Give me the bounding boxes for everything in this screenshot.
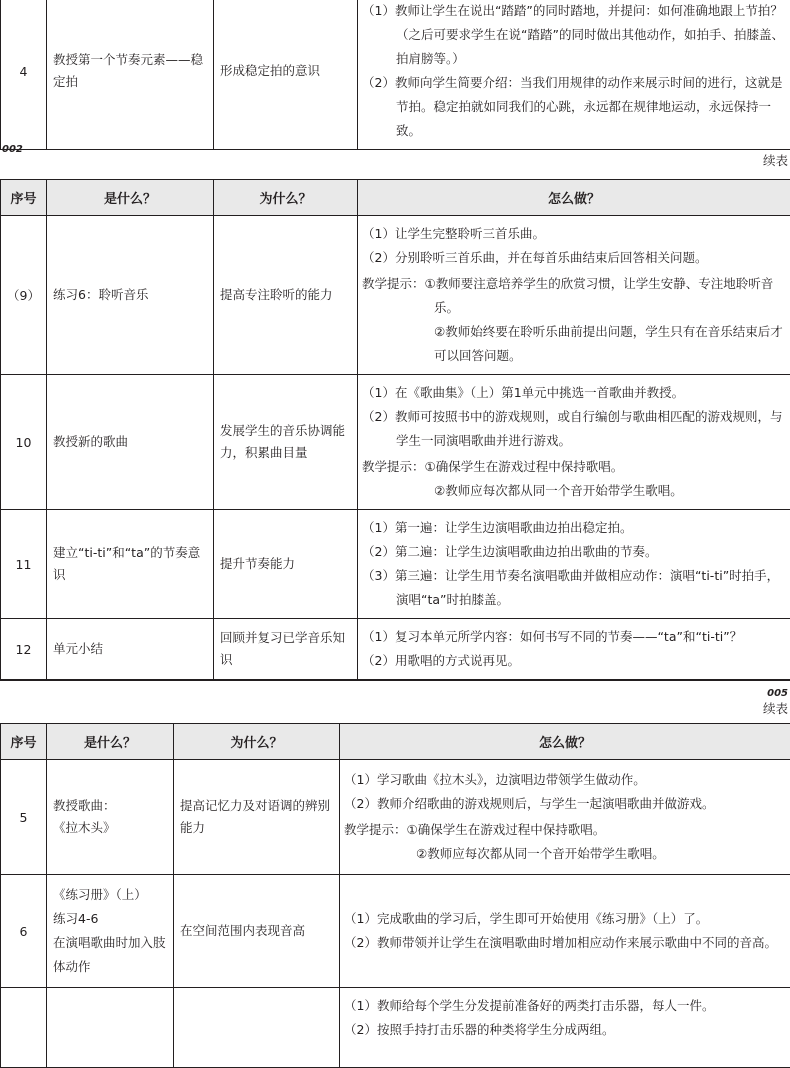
row-what: 教授新的歌曲 <box>47 375 214 510</box>
row-why: 提高专注聆听的能力 <box>214 216 358 375</box>
lesson-table-part2 <box>0 179 790 680</box>
how-item: （2）教师向学生简要介绍：当我们用规律的动作来展示时间的进行，这就是节拍。稳定拍就如同我们的心跳，永远都在规律地运动，永远保持一致。 <box>362 71 784 143</box>
how-item: （1）学习歌曲《拉木头》，边演唱边带领学生做动作。 <box>344 768 784 792</box>
row-how <box>358 375 790 510</box>
how-item: （1）在《歌曲集》（上）第1单元中挑选一首歌曲并教授。 <box>362 381 784 405</box>
row-number: 6 <box>1 875 47 988</box>
row-what: 单元小结 <box>47 619 214 680</box>
row-why: 回顾并复习已学音乐知识 <box>214 619 358 680</box>
row-what: 教授第一个节奏元素——稳定拍 <box>47 0 214 150</box>
how-item: （2）按照手持打击乐器的种类将学生分成两组。 <box>344 1018 784 1042</box>
what-line: 练习4-6 <box>53 907 167 931</box>
row-how <box>340 988 790 1068</box>
row-how <box>340 760 790 875</box>
header-how: 怎么做？ <box>340 724 790 760</box>
how-item: （2）第二遍：让学生边演唱歌曲边拍出歌曲的节奏。 <box>362 540 784 564</box>
row-what <box>47 875 174 988</box>
row-number <box>1 988 47 1068</box>
how-item: （2）分别聆听三首乐曲，并在每首乐曲结束后回答相关问题。 <box>362 246 784 270</box>
tip-text: ①确保学生在游戏过程中保持歌唱。 <box>407 822 606 837</box>
header-what: 是什么？ <box>47 180 214 216</box>
page-divider <box>0 680 790 681</box>
what-line: 在演唱歌曲时加入肢体动作 <box>53 931 167 979</box>
row-number: 12 <box>1 619 47 680</box>
table-row <box>1 510 790 619</box>
row-how <box>358 216 790 375</box>
table-row <box>1 0 790 150</box>
lesson-table-part3 <box>0 723 790 1068</box>
tip-label: 教学提示： <box>362 276 425 291</box>
how-item: （1）复习本单元所学内容：如何书写不同的节奏——“ta”和“ti-ti”？ <box>362 625 784 649</box>
table-row <box>1 760 790 875</box>
how-item: （3）第三遍：让学生用节奏名演唱歌曲并做相应动作：演唱“ti-ti”时拍手，演唱“ta”时拍膝盖。 <box>362 564 784 612</box>
how-item: （1）完成歌曲的学习后，学生即可开始使用《练习册》（上）了。 <box>344 907 784 931</box>
what-line: 《练习册》（上） <box>53 883 167 907</box>
row-why: 发展学生的音乐协调能力，积累曲目量 <box>214 375 358 510</box>
row-how <box>358 510 790 619</box>
table-row <box>1 216 790 375</box>
table-row <box>1 375 790 510</box>
header-why: 为什么？ <box>214 180 358 216</box>
row-what <box>47 760 174 875</box>
header-how: 怎么做？ <box>358 180 790 216</box>
row-number: 4 <box>1 0 47 150</box>
header-why: 为什么？ <box>174 724 340 760</box>
tip-text: ②教师始终要在聆听乐曲前提出问题，学生只有在音乐结束后才可以回答问题。 <box>362 320 784 368</box>
header-number: 序号 <box>1 724 47 760</box>
teaching-tip <box>362 272 784 320</box>
row-how <box>358 0 790 150</box>
how-item: （2）教师可按照书中的游戏规则，或自行编创与歌曲相匹配的游戏规则，与学生一同演唱歌曲并进行游戏。 <box>362 405 784 453</box>
tip-label: 教学提示： <box>362 459 425 474</box>
table-row <box>1 875 790 988</box>
how-item: （1）教师让学生在说出“踏踏”的同时踏地，并提问：如何准确地跟上节拍？（之后可要求学生在说“踏踏”的同时做出其他动作，如拍手、拍膝盖、拍肩膀等。） <box>362 0 784 71</box>
what-line: 教授歌曲： <box>53 795 167 817</box>
row-what: 练习6：聆听音乐 <box>47 216 214 375</box>
row-why: 提高记忆力及对语调的辨别能力 <box>174 760 340 875</box>
row-why <box>174 988 340 1068</box>
how-item: （2）教师带领并让学生在演唱歌曲时增加相应动作来展示歌曲中不同的音高。 <box>344 931 784 955</box>
how-item: （2）教师介绍歌曲的游戏规则后，与学生一起演唱歌曲并做游戏。 <box>344 792 784 816</box>
continued-label: 续表 <box>763 699 788 717</box>
table-header-row <box>1 724 790 760</box>
how-item: （1）第一遍：让学生边演唱歌曲边拍出稳定拍。 <box>362 516 784 540</box>
header-what: 是什么？ <box>47 724 174 760</box>
continued-label: 续表 <box>763 151 788 169</box>
row-number: 5 <box>1 760 47 875</box>
how-item: （1）教师给每个学生分发提前准备好的两类打击乐器，每人一件。 <box>344 994 784 1018</box>
tip-label: 教学提示： <box>344 822 407 837</box>
tip-text: ①教师要注意培养学生的欣赏习惯，让学生安静、专注地聆听音乐。 <box>425 276 774 315</box>
row-number: 11 <box>1 510 47 619</box>
what-line: 《拉木头》 <box>53 817 167 839</box>
table-row <box>1 619 790 680</box>
how-item: （1）让学生完整聆听三首乐曲。 <box>362 222 784 246</box>
row-why: 在空间范围内表现音高 <box>174 875 340 988</box>
row-what <box>47 988 174 1068</box>
how-item: （2）用歌唱的方式说再见。 <box>362 649 784 673</box>
lesson-table-part1 <box>0 0 790 150</box>
table-row <box>1 988 790 1068</box>
table-header-row <box>1 180 790 216</box>
row-how <box>340 875 790 988</box>
page-label: 005 <box>767 688 788 699</box>
header-number: 序号 <box>1 180 47 216</box>
row-number: 10 <box>1 375 47 510</box>
tip-text: ②教师应每次都从同一个音开始带学生歌唱。 <box>362 479 784 503</box>
tip-text: ①确保学生在游戏过程中保持歌唱。 <box>425 459 624 474</box>
tip-text: ②教师应每次都从同一个音开始带学生歌唱。 <box>344 842 784 866</box>
row-number: （9） <box>1 216 47 375</box>
row-how <box>358 619 790 680</box>
row-why: 提升节奏能力 <box>214 510 358 619</box>
teaching-tip <box>362 455 784 479</box>
page-label: 002 <box>2 144 23 155</box>
row-what: 建立“ti-ti”和“ta”的节奏意识 <box>47 510 214 619</box>
teaching-tip <box>344 818 784 842</box>
row-why: 形成稳定拍的意识 <box>214 0 358 150</box>
